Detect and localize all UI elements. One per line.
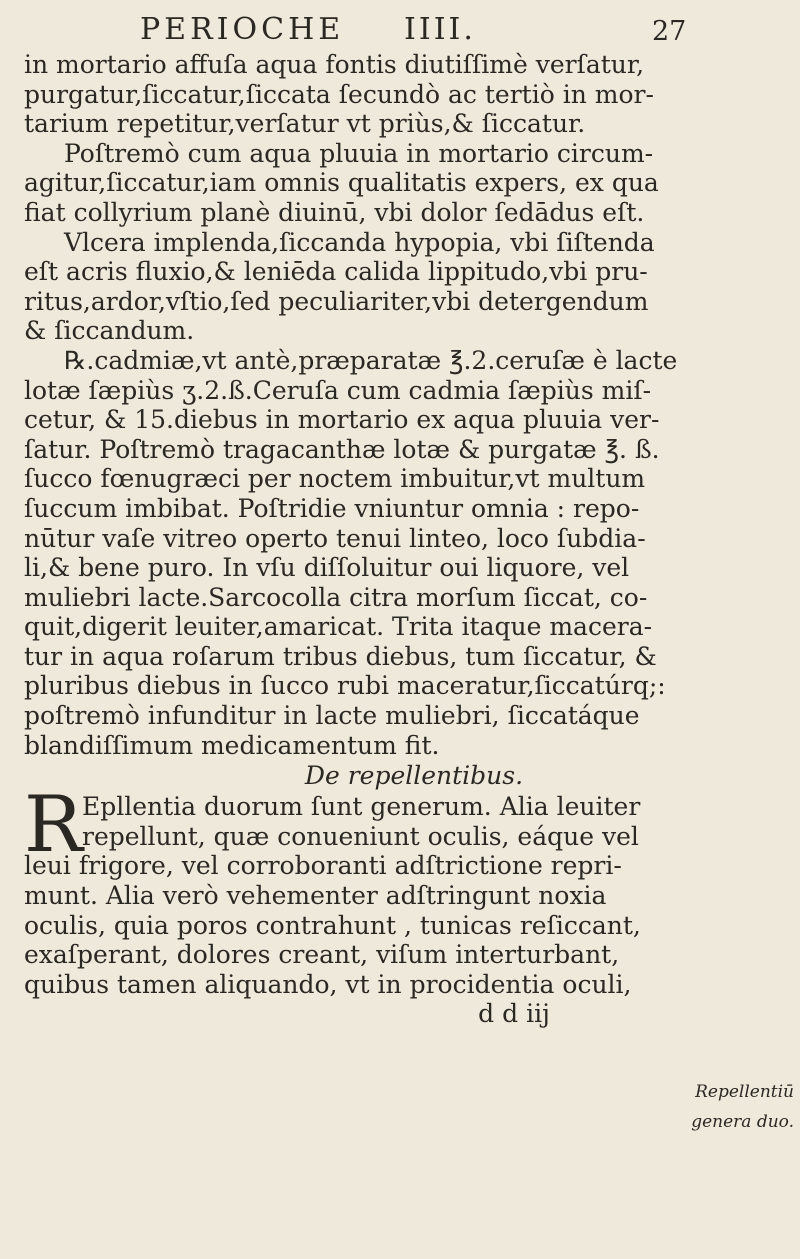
paragraph-1 xyxy=(24,50,764,139)
header-title: PERIOCHE xyxy=(140,12,345,47)
text-line: lotæ ſæpiùs ʒ.2.ß.Ceruſa cum cadmia ſæpiùs miſ- xyxy=(24,375,652,405)
text-line: quit,digerit leuiter,amaricat. Trita itaque macera- xyxy=(24,612,653,642)
text-line: ſuccum imbibat. Poſtridie vniuntur omnia : repo- xyxy=(24,493,640,523)
text-line: leui frigore, vel corroboranti adſtrictione repri- xyxy=(24,851,622,881)
text-line: repellunt, quæ conueniunt oculis, eáque vel xyxy=(82,821,639,851)
text-line: cetur, & 15.diebus in mortario ex aqua pluuia ver- xyxy=(24,405,660,435)
paragraph-3 xyxy=(24,228,764,346)
section-paragraph xyxy=(24,780,764,999)
text-line: Vlcera implenda,ſiccanda hypopia, vbi ſiſtenda xyxy=(64,227,655,257)
text-line: Epllentia duorum ſunt generum. Alia leuiter xyxy=(82,792,641,822)
text-line: in mortario affuſa aqua fontis diutiſſimè verſatur, xyxy=(24,50,645,79)
header-part: IIII. xyxy=(404,12,476,47)
text-line: & ſiccandum. xyxy=(24,316,195,346)
text-line: ℞.cadmiæ,vt antè,præparatæ ℥.2.ceruſæ è lacte xyxy=(64,345,678,375)
text-line: oculis, quia poros contrahunt , tunicas reſiccant, xyxy=(24,910,641,940)
text-line: nūtur vaſe vitreo operto tenui linteo, loco ſubdia- xyxy=(24,523,646,553)
text-line: li,& bene puro. In vſu diſſoluitur oui liquore, vel xyxy=(24,553,630,583)
paragraph-4 xyxy=(24,346,764,760)
text-line: purgatur,ſiccatur,ſiccata ſecundò ac tertiò in mor- xyxy=(24,79,654,109)
text-line: eſt acris fluxio,& leniēda calida lippitudo,vbi pru- xyxy=(24,257,648,287)
signature-mark: d d iij xyxy=(478,999,550,1029)
text-line: muliebri lacte.Sarcocolla citra morſum ſiccat, co- xyxy=(24,582,648,612)
margin-note-line-1: Repellentiū xyxy=(695,1082,794,1102)
text-line: poſtremò infunditur in lacte muliebri, ſiccatáque xyxy=(24,701,640,731)
text-line: ritus,ardor,vſtio,ſed peculiariter,vbi detergendum xyxy=(24,286,649,316)
section-heading: De repellentibus. xyxy=(304,761,524,791)
paragraph-2 xyxy=(24,139,764,228)
page-number: 27 xyxy=(652,16,687,47)
text-body xyxy=(24,50,764,1029)
running-header xyxy=(0,12,800,52)
drop-cap: R xyxy=(24,780,83,871)
text-line: tarium repetitur,verſatur vt priùs,& ſiccatur. xyxy=(24,109,586,139)
text-line: ſatur. Poſtremò tragacanthæ lotæ & purgatæ ℥. ß. xyxy=(24,434,660,464)
text-line: tur in aqua roſarum tribus diebus, tum ſiccatur, & xyxy=(24,641,657,671)
margin-note-line-2: genera duo. xyxy=(691,1112,794,1132)
text-line: pluribus diebus in ſucco rubi maceratur,ſiccatúrq;: xyxy=(24,671,666,701)
text-line: ſucco fœnugræci per noctem imbuitur,vt multum xyxy=(24,464,646,494)
text-line: quibus tamen aliquando, vt in procidentia oculi, xyxy=(24,969,632,999)
text-line: Poſtremò cum aqua pluuia in mortario circum- xyxy=(64,138,654,168)
text-line: agitur,ſiccatur,iam omnis qualitatis expers, ex qua xyxy=(24,168,659,198)
text-line: exaſperant, dolores creant, viſum interturbant, xyxy=(24,940,620,970)
text-line: blandiſſimum medicamentum fit. xyxy=(24,730,440,760)
text-line: fiat collyrium planè diuinū, vbi dolor ſedādus eſt. xyxy=(24,197,645,227)
text-line: munt. Alia verò vehementer adſtringunt noxia xyxy=(24,881,607,911)
